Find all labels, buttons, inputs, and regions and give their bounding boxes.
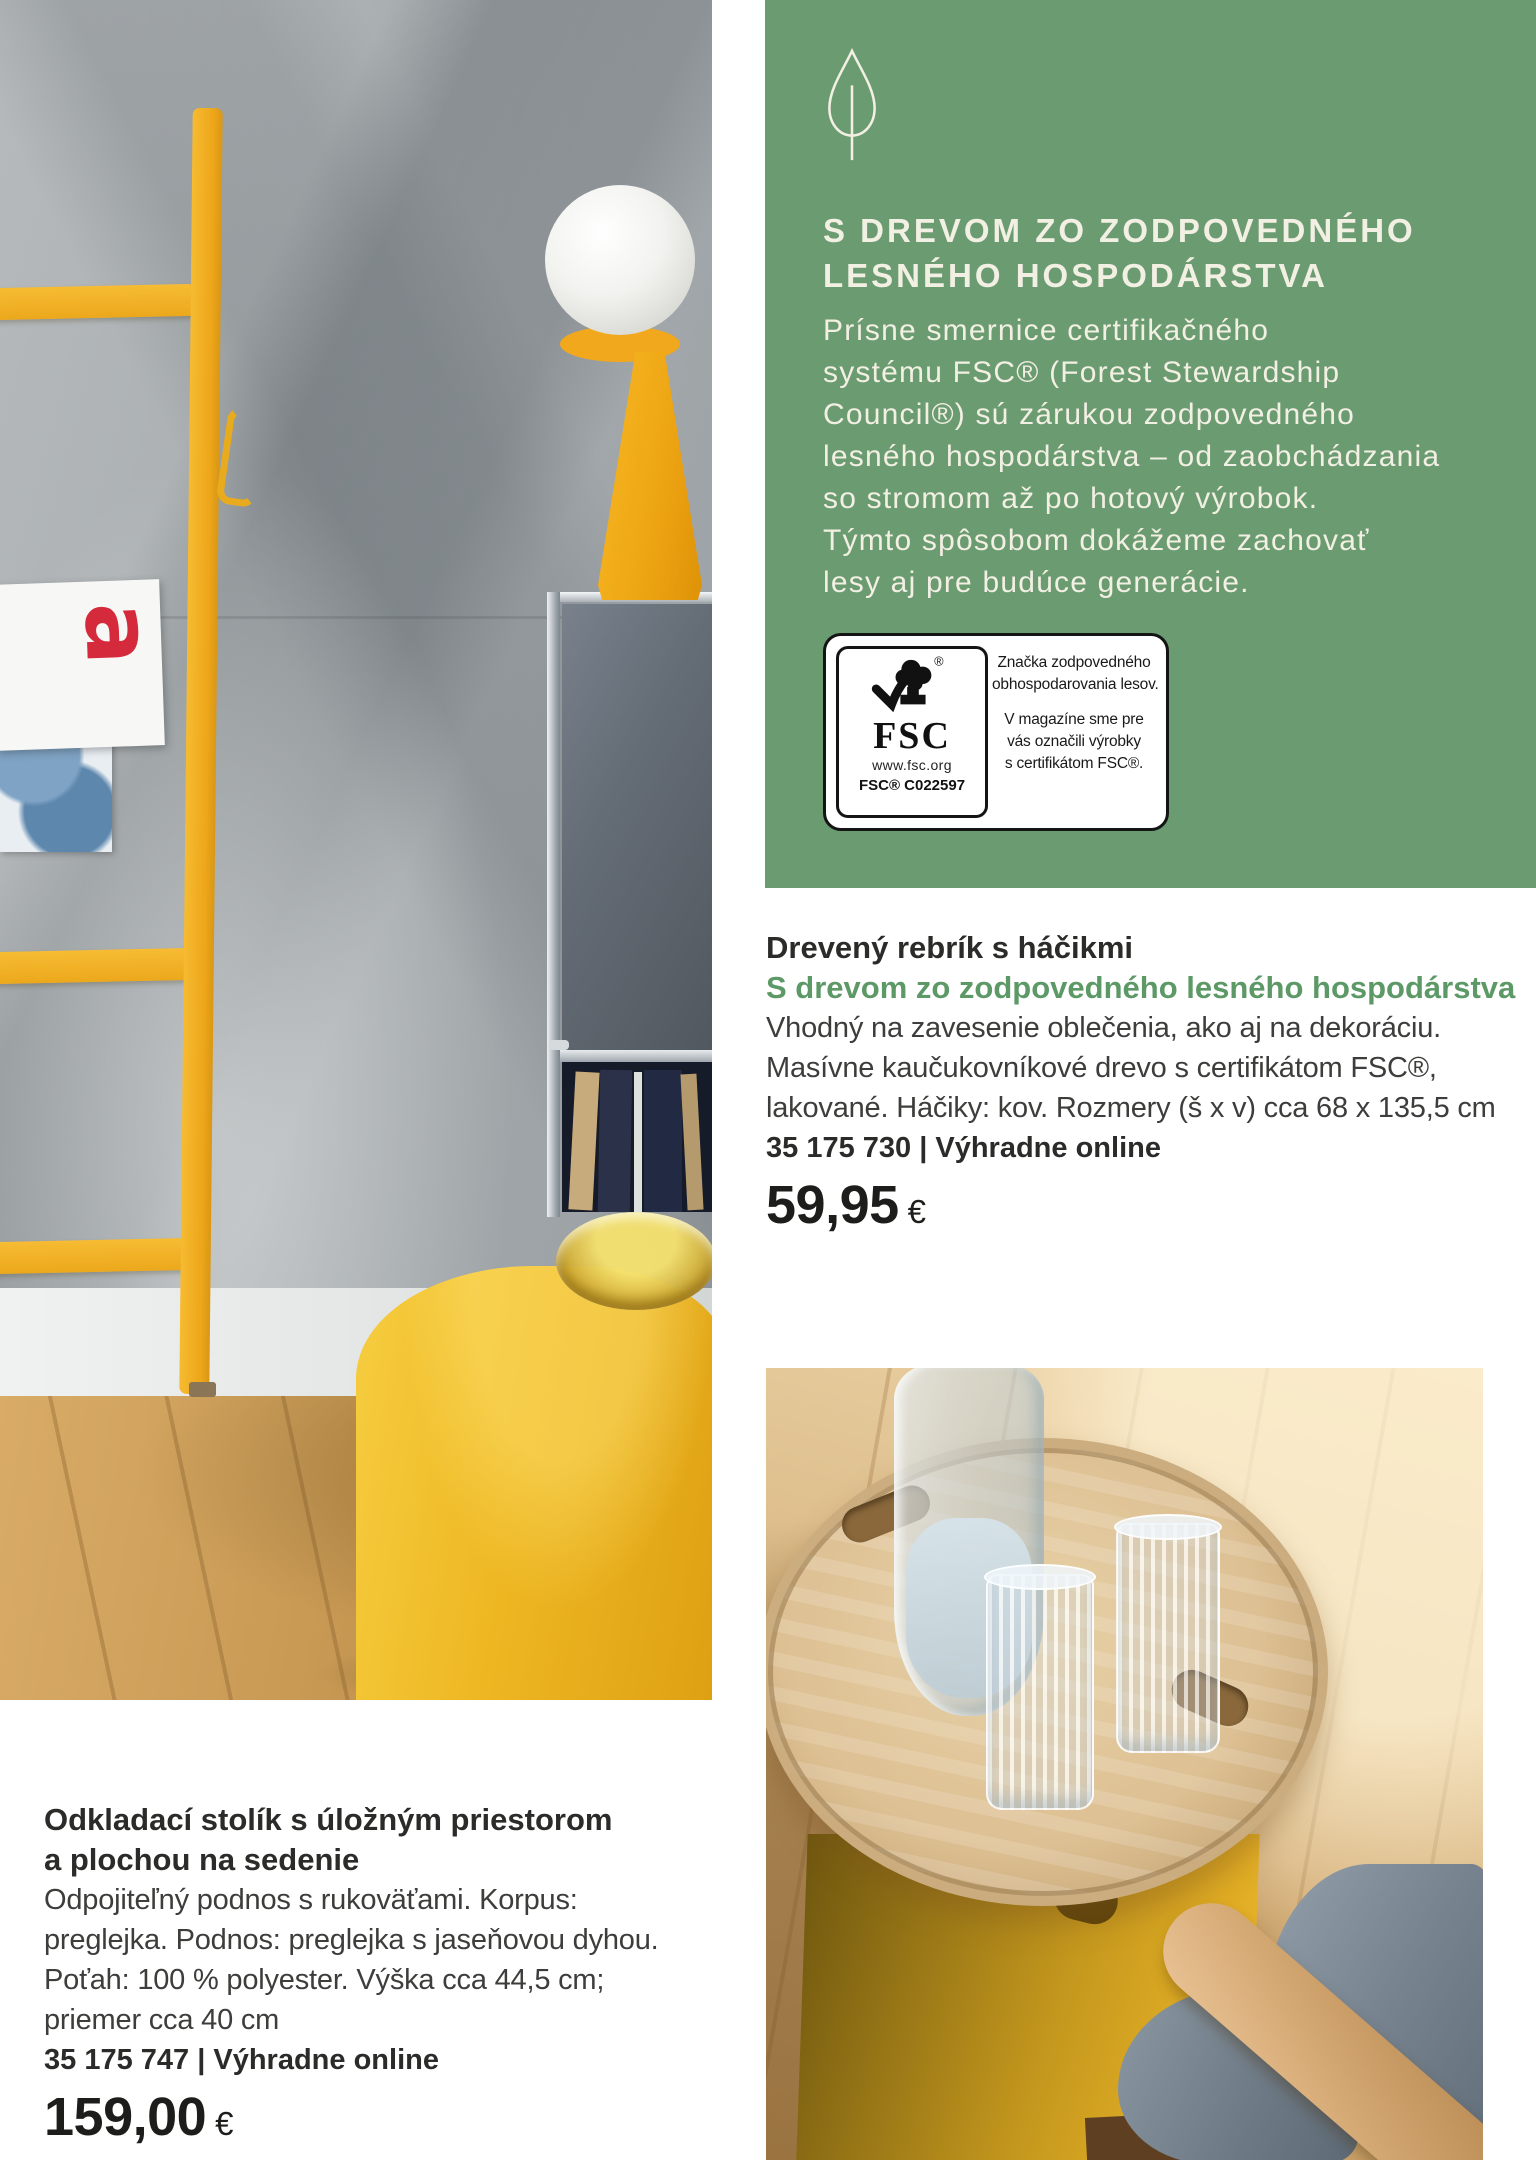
glass-bowl: [556, 1212, 712, 1310]
fsc-badge-text: [992, 652, 1159, 775]
badge-spacer: [992, 696, 1156, 709]
ladder-foot: [189, 1382, 216, 1397]
product-title-line: Odkladací stolík s úložným priestorom: [44, 1802, 613, 1837]
paragraph-line: Council®) sú zárukou zodpovedného: [823, 398, 1356, 431]
panel-heading: [823, 208, 1416, 298]
product-description-line: Odpojiteľný podnos s rukoväťami. Korpus:: [44, 1884, 578, 1916]
paragraph-line: Týmto spôsobom dokážeme zachovať: [823, 524, 1370, 557]
badge-note-line: vás označili výrobky: [1007, 733, 1141, 750]
cabinet-door: [562, 604, 712, 1050]
product-side-table-block: [44, 1800, 659, 2148]
ladder-rung: [0, 284, 196, 320]
lamp-base: [598, 352, 702, 600]
ladder-hook: [215, 406, 268, 509]
lamp-globe: [545, 185, 695, 335]
letter-card: [0, 579, 173, 751]
product-description-line: priemer cca 40 cm: [44, 2004, 280, 2036]
product-eco-subtitle: S drevom zo zodpovedného lesného hospodárstva: [766, 970, 1516, 1005]
cabinet-frame: [560, 1050, 712, 1062]
book: [598, 1070, 632, 1213]
storage-cabinet: [547, 592, 712, 1217]
book: [644, 1070, 682, 1212]
paragraph-line: lesného hospodárstva – od zaobchádzania: [823, 440, 1441, 473]
price-value: 159,00: [44, 2087, 207, 2147]
fsc-badge: [823, 633, 1169, 831]
fsc-logo-box: [836, 646, 988, 818]
product-ladder-block: [766, 928, 1515, 1236]
product-price: [766, 1174, 1515, 1236]
badge-tagline-line: Značka zodpovedného: [997, 654, 1151, 671]
currency-symbol: €: [215, 2105, 234, 2142]
paragraph-line: so stromom až po hotový výrobok.: [823, 482, 1319, 515]
drinking-glass: [1116, 1523, 1220, 1753]
drinking-glass: [986, 1574, 1094, 1810]
badge-tagline-line: obhospodarovania lesov.: [992, 676, 1159, 693]
fsc-tree-checkmark-icon: [868, 654, 956, 716]
panel-heading-line: S DREVOM ZO ZODPOVEDNÉHO: [823, 212, 1416, 249]
product-description-line: Masívne kaučukovníkové drevo s certifikátom FSC®,: [766, 1052, 1437, 1084]
ladder-rung: [0, 1238, 196, 1274]
panel-heading-line: LESNÉHO HOSPODÁRSTVA: [823, 257, 1328, 294]
glass-rim: [1114, 1514, 1222, 1540]
room-photo: [0, 0, 712, 1700]
product-sku: 35 175 730 | Výhradne online: [766, 1132, 1161, 1164]
cabinet-handle: [549, 1040, 569, 1050]
paragraph-line: Prísne smernice certifikačného: [823, 314, 1270, 347]
product-description-line: lakované. Háčiky: kov. Rozmery (š x v) cca 68 x 135,5 cm: [766, 1092, 1496, 1124]
paragraph-line: systému FSC® (Forest Stewardship: [823, 356, 1341, 389]
ladder-rung: [0, 948, 196, 984]
fsc-wordmark: FSC: [873, 715, 951, 757]
price-value: 59,95: [766, 1175, 899, 1235]
product-sku: 35 175 747 | Výhradne online: [44, 2044, 439, 2076]
paragraph-line: lesy aj pre budúce generácie.: [823, 566, 1250, 599]
product-description-line: Vhodný na zavesenie oblečenia, ako aj na dekoráciu.: [766, 1012, 1441, 1044]
badge-note-line: s certifikátom FSC®.: [1004, 755, 1144, 772]
yellow-pouf: [356, 1266, 712, 1700]
glass-rim: [984, 1564, 1096, 1590]
fsc-url: www.fsc.org: [872, 757, 952, 773]
side-table-photo: [766, 1368, 1483, 2160]
cabinet-frame: [547, 592, 560, 1217]
card-letter: a: [63, 600, 173, 667]
product-description-line: Poťah: 100 % polyester. Výška cca 44,5 cm;: [44, 1964, 605, 1996]
product-price: [44, 2086, 659, 2148]
book: [634, 1072, 642, 1212]
product-description-line: preglejka. Podnos: preglejka s jaseňovou dyhou.: [44, 1924, 659, 1956]
currency-symbol: €: [907, 1193, 926, 1230]
product-title-line: a plochou na sedenie: [44, 1842, 360, 1877]
product-title: Drevený rebrík s háčikmi: [766, 930, 1134, 965]
sustainability-panel: [765, 0, 1536, 888]
svg-text:®: ®: [934, 654, 944, 669]
badge-note-line: V magazíne sme pre: [1004, 711, 1144, 728]
panel-paragraph: [823, 310, 1440, 604]
leaf-icon: [820, 48, 884, 166]
fsc-license-code: FSC® C022597: [858, 777, 966, 794]
